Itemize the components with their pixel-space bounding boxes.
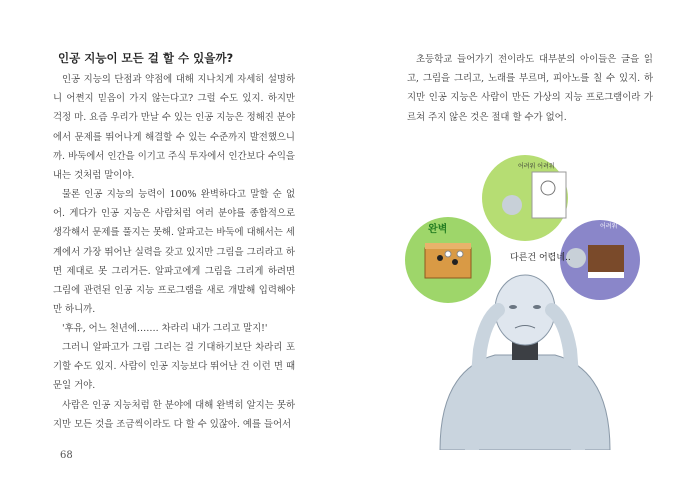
paragraph-text: 초등학교 들어가기 전이라도 대부분의 아이들은 글을 읽고, 그림을 그리고, 노래를 부르며, 피아노를 칠 수 있지. 하지만 인공 지능은 사람이 만든 가상의 지능 프로그램이라 가르쳐 주지 않은 것은 절대 할 수가 없어. <box>407 54 653 123</box>
body-paragraph-4 <box>53 338 295 396</box>
body-paragraph-3 <box>53 319 295 338</box>
paragraph-text: 인공 지능의 단점과 약점에 대해 지나치게 자세히 설명하니 어쩐지 믿음이 가지 않는다고? 그럴 수도 있지. 하지만 걱정 마. 요즘 우리가 만날 수 있는 인공 지능은 정해진 분야에서 문제를 뛰어나게 해결할 수 있는 수준까지 발전했으니까. 바둑에서 인간을 이기고 주식 투자에서 인간보다 수익을 내는 것처럼 말이야. <box>53 74 295 182</box>
quote-text: '후유, 어느 천년에……. 차라리 내가 그리고 말지!' <box>62 323 268 334</box>
section-heading: 인공 지능이 모든 걸 할 수 있을까? <box>58 51 234 65</box>
robot-illustration <box>400 150 650 450</box>
body-paragraph-1 <box>53 70 295 185</box>
baduk-bubble <box>405 217 491 303</box>
body-paragraph-5 <box>53 396 295 434</box>
robot-figure <box>440 275 610 450</box>
paragraph-text: 물론 인공 지능의 능력이 100% 완벽하다고 말할 순 없어. 게다가 인공 지능은 사람처럼 여러 분야를 종합적으로 생각해서 문제를 풀지는 못해. 알파고는 바둑에 대해서는 세계에서 가장 뛰어난 실력을 갖고 있지만 그림을 그리라고 하면 제대로 못 그리거든. 알파고에게 그림을 그리게 하려면 그림에 관련된 인공 지능 프로그램을 새로 개발해 입력해야만 하니까. <box>53 189 295 316</box>
painting-label: 어려워 어려워 <box>518 163 555 170</box>
right-paragraph <box>407 50 653 127</box>
piano-label: 어려워 <box>600 223 618 230</box>
body-paragraph-2 <box>53 185 295 319</box>
baduk-label: 완벽 <box>428 224 448 235</box>
page-number: 68 <box>60 450 73 461</box>
robot-speech: 다른건 어렵네.. <box>510 253 571 263</box>
piano-bubble <box>560 220 640 300</box>
painting-bubble <box>482 155 568 241</box>
paragraph-text: 그러니 알파고가 그림 그리는 걸 기대하기보단 차라리 포기할 수도 있지. 사람이 인공 지능보다 뛰어난 건 이런 면 때문일 거야. <box>53 342 295 392</box>
paragraph-text: 사람은 인공 지능처럼 한 분야에 대해 완벽히 알지는 못하지만 모든 것을 조금씩이라도 다 할 수 있잖아. 예를 들어서 <box>53 400 295 431</box>
